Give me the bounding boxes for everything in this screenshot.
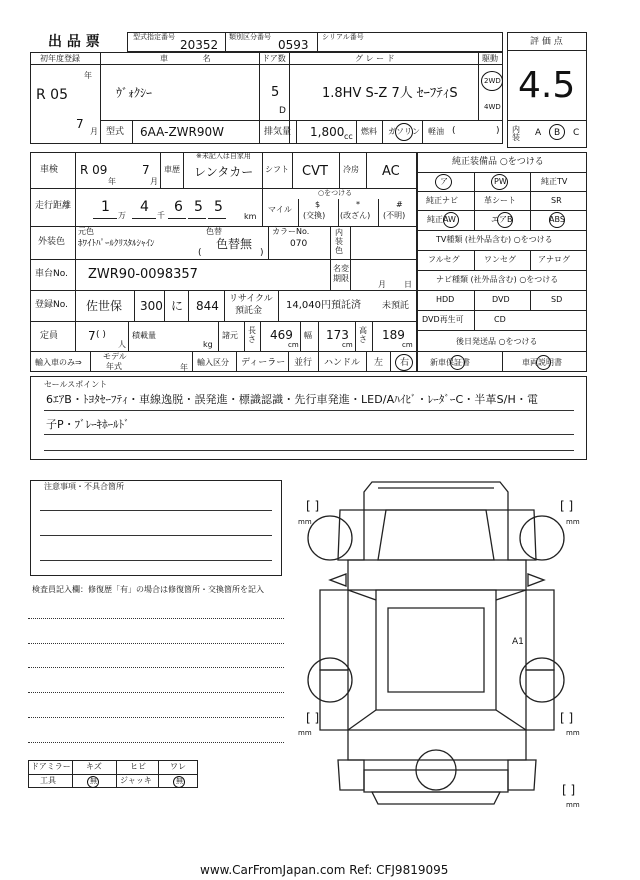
recycle-amount: 14,040円預託済 xyxy=(286,300,361,311)
legend-crack: ヒビ xyxy=(130,762,146,771)
first-registration-label: 初年度登録 xyxy=(40,54,80,63)
model-year-label-2: 年式 xyxy=(106,362,122,371)
equipment-sr: SR xyxy=(551,196,562,205)
fuel-paren-open: ( xyxy=(452,126,456,136)
interior-color-label: 内装色 xyxy=(335,228,343,255)
equipment-airbag-circle xyxy=(497,212,513,228)
docs-manual: 車両説明書 xyxy=(522,358,562,367)
grade-label: グ レ ー ド xyxy=(355,54,395,63)
interior-grade-a: A xyxy=(535,128,542,138)
mileage-digit-4: 5 xyxy=(194,199,203,215)
ac-label: 冷房 xyxy=(343,165,359,174)
color-change-value: 色替無 xyxy=(216,237,253,251)
registration-label: 登録No. xyxy=(35,300,68,310)
original-color-label: 元色 xyxy=(78,227,94,236)
history-label: 車歴 xyxy=(164,165,180,174)
docs-title: 後日発送品 ○をつける xyxy=(456,337,538,346)
color-number-label: カラーNo. xyxy=(272,227,310,236)
inspection-month: 7 xyxy=(142,163,150,177)
equipment-aw-circle xyxy=(443,212,459,228)
color-number-value: 070 xyxy=(290,239,308,249)
inspection-era-year: R 09 xyxy=(80,163,108,177)
tv-type-title: TV種類 (社外品含む) ○をつける xyxy=(436,235,553,244)
tire-rr-bracket: [ ] xyxy=(560,711,574,725)
sales-point-line-2: 子P・ﾌﾞﾚｰｷﾎｰﾙﾄﾞ xyxy=(46,418,130,431)
color-change-label: 色替 xyxy=(206,227,222,236)
model-designation-label: 型式指定番号 xyxy=(133,33,175,41)
drive-2wd: 2WD xyxy=(484,77,501,85)
sales-point-line-1: 6ｴｱB・ﾄﾖﾀｾｰﾌﾃｨ・車線逸脱・誤発進・標識認識・先行車発進・LED/Aﾊｲﾋﾞ・ﾚｰﾀﾞｰC・半革S/H・電 xyxy=(46,393,539,406)
registration-class: 300 xyxy=(140,299,163,313)
tire-fl-bracket: [ ] xyxy=(306,499,320,513)
model-code-label: 型式 xyxy=(106,127,125,137)
tv-oneseg: ワンセグ xyxy=(484,255,516,264)
handle-right: 右 xyxy=(400,358,410,368)
height-unit: cm xyxy=(402,341,413,349)
caution-label: 注意事項・不具合箇所 xyxy=(44,482,124,491)
recycle-unpaid: 未預託 xyxy=(382,301,410,311)
mileage-sen: 千 xyxy=(157,211,165,220)
doors-label: ドア数 xyxy=(262,54,286,63)
doors-sub: D xyxy=(279,106,286,116)
class-number: 0593 xyxy=(278,38,309,52)
capacity-paren: ( ) xyxy=(96,330,106,340)
caution-box xyxy=(30,480,282,576)
first-reg-month: 7 xyxy=(76,117,84,131)
legend-break: ワレ xyxy=(170,762,186,771)
import-label: 輸入車のみ⇒ xyxy=(35,358,82,367)
handle-right-circle xyxy=(395,354,413,371)
displacement-label: 排気量 xyxy=(264,127,292,137)
tire-fr-bracket: [ ] xyxy=(560,499,574,513)
interior-grade-label: 内装 xyxy=(512,125,520,142)
mileage-exchange-mark: $ xyxy=(315,200,321,209)
model-year-unit: 年 xyxy=(180,363,188,372)
navi-dvd: DVD xyxy=(492,295,510,304)
model-designation-number: 20352 xyxy=(180,38,219,52)
fuel-paren-close: ) xyxy=(496,126,500,136)
mileage-digit-5: 5 xyxy=(214,199,223,215)
mileage-mile-label: マイル xyxy=(268,205,292,214)
length-unit: cm xyxy=(288,341,299,349)
legend-tools: 工具 xyxy=(40,776,56,785)
mileage-tamper: (改ざん) xyxy=(340,211,371,220)
navi-sd: SD xyxy=(551,295,563,304)
registration-city: 佐世保 xyxy=(86,299,123,313)
equipment-airbag: エアB xyxy=(491,215,513,224)
score-value: 4.5 xyxy=(518,65,576,106)
mileage-unknown: (不明) xyxy=(383,211,406,220)
legend-jack-value: 無 xyxy=(176,777,183,785)
tire-spare-mm: mm xyxy=(566,801,580,809)
legend-tools-value: 無 xyxy=(90,777,97,785)
serial-number-label: シリアル番号 xyxy=(322,33,364,41)
tv-fullseg: フルセグ xyxy=(428,255,460,264)
ac-value: AC xyxy=(382,164,400,179)
mileage-unit: km xyxy=(244,212,257,221)
equipment-ac-circle xyxy=(435,174,452,190)
shift-label: シフト xyxy=(265,165,289,174)
tire-fr-mm: mm xyxy=(566,518,580,526)
navi-cd: CD xyxy=(494,315,506,324)
tire-rr-mm: mm xyxy=(566,729,580,737)
equipment-abs-circle xyxy=(549,212,565,228)
fuel-gasoline: ガソリン xyxy=(388,127,420,136)
recycle-label-2: 預託金 xyxy=(235,306,263,316)
name-change-day: 日 xyxy=(404,280,412,289)
fuel-gasoline-circle xyxy=(395,123,413,141)
dims-label: 諸元 xyxy=(222,331,238,340)
name-change-month: 月 xyxy=(378,280,386,289)
load-label: 積載量 xyxy=(132,331,156,340)
width-unit: cm xyxy=(342,341,353,349)
color-change-paren-open: ( xyxy=(198,248,202,258)
grade-value: 1.8HV S-Z 7人 ｾｰﾌﾃｨS xyxy=(322,86,458,101)
height-label: 高さ xyxy=(359,326,367,344)
inspection-year-unit: 年 xyxy=(108,177,116,186)
color-change-paren-close: ) xyxy=(260,248,264,258)
tv-analog: アナログ xyxy=(538,255,570,264)
mileage-label: 走行距離 xyxy=(35,201,72,211)
width-label: 幅 xyxy=(304,331,312,340)
drive-2wd-circle xyxy=(481,71,503,91)
legend-jack-circle xyxy=(173,776,185,788)
mileage-digit-3: 6 xyxy=(174,199,183,215)
equipment-leather: 革シート xyxy=(484,196,516,205)
interior-grade-b: B xyxy=(554,128,561,138)
mileage-digit-1: 1 xyxy=(101,199,110,215)
class-number-label: 類別区分番号 xyxy=(229,33,271,41)
first-reg-year-unit: 年 xyxy=(84,71,92,80)
equipment-tv: 純正TV xyxy=(541,177,568,186)
damage-mark-a1: A1 xyxy=(512,637,524,647)
doors-value: 5 xyxy=(271,85,280,100)
legend-tools-circle xyxy=(87,776,99,788)
capacity-unit: 人 xyxy=(118,340,126,349)
drive-4wd: 4WD xyxy=(484,103,501,111)
history-value: レンタカー xyxy=(194,165,254,179)
navi-type-title: ナビ種類 (社外品含む) ○をつける xyxy=(436,275,559,284)
navi-hdd: HDD xyxy=(436,295,455,304)
docs-manual-circle xyxy=(536,355,551,370)
registration-number: 844 xyxy=(196,299,219,313)
length-value: 469 xyxy=(270,328,293,342)
displacement-value: 1,800 xyxy=(310,125,345,139)
footer-watermark: www.CarFromJapan.com Ref: CFJ9819095 xyxy=(200,863,449,877)
inspection-label: 車検 xyxy=(40,165,59,175)
chassis-value: ZWR90-0098357 xyxy=(88,267,198,282)
tire-spare-bracket: [ ] xyxy=(562,783,576,797)
equipment-pw-circle xyxy=(491,174,508,190)
mileage-note: ○をつける xyxy=(318,189,353,197)
fuel-label: 燃料 xyxy=(361,127,377,136)
handle-label: ハンドル xyxy=(324,358,361,368)
equipment-navi: 純正ナビ xyxy=(426,196,458,205)
mileage-digit-2: 4 xyxy=(140,199,149,215)
mileage-exchange: (交換) xyxy=(303,211,326,220)
car-name-value: ｳﾞｫｸｼｰ xyxy=(116,86,153,100)
registration-kana: に xyxy=(171,299,184,313)
capacity-label: 定員 xyxy=(40,331,59,341)
name-change-label: 名変期限 xyxy=(333,264,349,283)
shift-value: CVT xyxy=(302,164,328,179)
tire-rl-mm: mm xyxy=(298,729,312,737)
displacement-unit: cc xyxy=(344,132,353,141)
model-year-label-1: モデル xyxy=(103,352,127,361)
capacity-value: 7 xyxy=(88,329,96,343)
sales-point-label: セールスポイント xyxy=(44,380,108,389)
length-label: 長さ xyxy=(248,326,256,344)
legend-scratch: キズ xyxy=(86,762,102,771)
car-damage-diagram xyxy=(290,470,610,810)
inspector-label: 検査員記入欄：修復歴「有」の場合は修復箇所・交換箇所を記入 xyxy=(32,585,264,594)
handle-left: 左 xyxy=(374,358,384,368)
mileage-tamper-mark: * xyxy=(356,200,360,209)
import-parallel: 並行 xyxy=(294,358,313,368)
load-unit: kg xyxy=(203,340,213,349)
equipment-ac: ア xyxy=(440,177,448,186)
tire-fl-mm: mm xyxy=(298,518,312,526)
drive-label: 駆動 xyxy=(482,54,498,63)
legend-jack: ジャッキ xyxy=(120,776,152,785)
first-reg-era-year: R 05 xyxy=(36,87,68,103)
interior-grade-b-circle xyxy=(549,124,565,140)
tire-rl-bracket: [ ] xyxy=(306,711,320,725)
width-value: 173 xyxy=(326,328,349,342)
car-name-label: 車 名 xyxy=(160,54,227,63)
docs-warranty: 新車保証書 xyxy=(430,358,470,367)
navi-dvd-play: DVD再生可 xyxy=(422,315,464,324)
exterior-color-label: 外装色 xyxy=(38,237,66,247)
mileage-unknown-mark: # xyxy=(396,200,403,209)
import-type-label: 輸入区分 xyxy=(197,358,229,367)
original-color-value: ﾎﾜｲﾄﾊﾟｰﾙｸﾘｽﾀﾙｼｬｲﾝ xyxy=(78,239,155,249)
first-reg-month-unit: 月 xyxy=(90,127,98,136)
legend-door-mirror: ドアミラー xyxy=(31,762,71,771)
model-code-value: 6AA-ZWR90W xyxy=(140,125,225,139)
form-title: 出 品 票 xyxy=(48,34,100,50)
mileage-man: 万 xyxy=(118,211,126,220)
inspection-month-unit: 月 xyxy=(150,177,158,186)
height-value: 189 xyxy=(382,328,405,342)
equipment-abs: ABS xyxy=(549,215,565,224)
history-note: ※未記入は自家用 xyxy=(196,152,251,160)
fuel-diesel: 軽油 xyxy=(428,127,444,136)
equipment-aw: 純正AW xyxy=(427,215,456,224)
interior-grade-c: C xyxy=(573,128,580,138)
import-dealer: ディーラー xyxy=(241,358,286,368)
score-label: 評 価 点 xyxy=(530,37,563,47)
recycle-label-1: リサイクル xyxy=(229,294,273,304)
chassis-label: 車台No. xyxy=(35,269,68,279)
equipment-pw: PW xyxy=(494,177,507,186)
equipment-title: 純正装備品 ○をつける xyxy=(452,157,544,167)
docs-warranty-circle xyxy=(450,355,465,370)
